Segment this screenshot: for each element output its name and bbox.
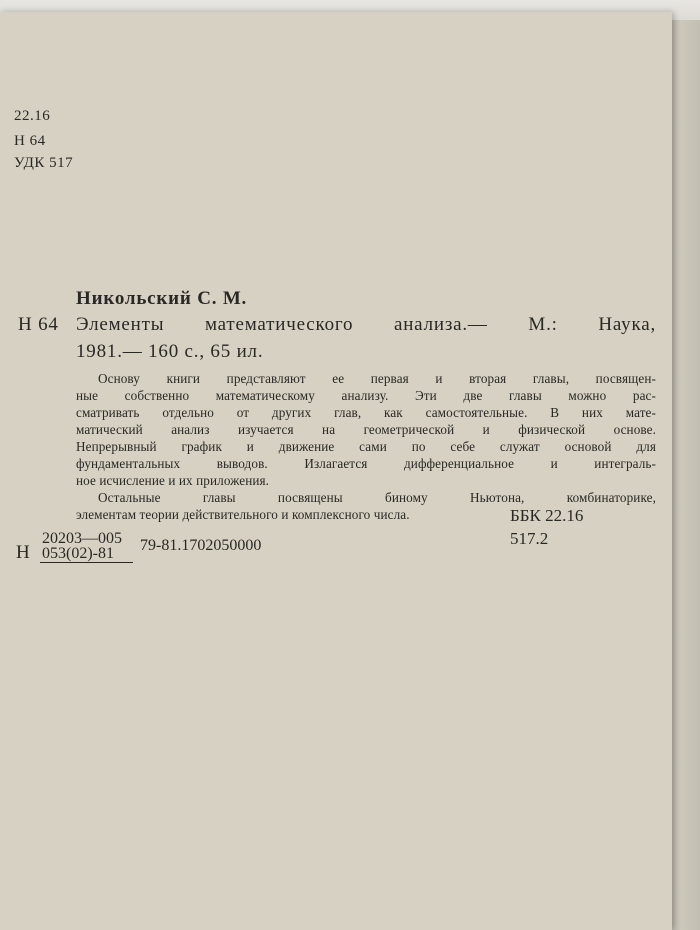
annotation-line: Непрерывный график и движение сами по себе служат основой для	[76, 439, 656, 454]
index-code: 79-81.1702050000	[140, 537, 262, 554]
annotation-line: фундаментальных выводов. Излагается дифференциальное и интеграль-	[76, 456, 656, 471]
citation-publication-line: 1981.— 160 с., 65 ил.	[76, 341, 264, 362]
bbk-subcode: 517.2	[510, 529, 549, 548]
annotation-line: элементам теории действительного и комплексного числа.	[76, 507, 410, 522]
annotation-line: ное исчисление и их приложения.	[76, 473, 270, 488]
annotation-line: Основу книги представляют ее первая и вторая главы, посвящен-	[98, 371, 656, 386]
book-page	[0, 12, 672, 930]
author-name: Никольский С. М.	[76, 288, 248, 309]
index-numerator: 20203—005	[42, 530, 122, 547]
index-denominator: 053(02)-81	[42, 545, 114, 562]
index-letter: Н	[16, 542, 31, 563]
bbk-code: ББК 22.16	[510, 506, 584, 525]
classification-code: 22.16	[14, 108, 51, 124]
annotation-line: Остальные главы посвящены биному Ньютона, комбинаторике,	[98, 490, 656, 505]
citation-title-line: Элементы математического анализа.— М.: Наука,	[76, 314, 656, 335]
annotation-line: ные собственно математическому анализу. Эти две главы можно рас-	[76, 388, 656, 403]
annotation-line: сматривать отдельно от других глав, как самостоятельные. В них мате-	[76, 405, 656, 420]
citation-mark: Н 64	[18, 314, 59, 335]
annotation-line: матический анализ изучается на геометрической и физической основе.	[76, 422, 656, 437]
adjacent-page-edge	[668, 20, 700, 930]
udk-code: УДК 517	[14, 155, 74, 171]
author-mark-code: Н 64	[14, 133, 46, 149]
